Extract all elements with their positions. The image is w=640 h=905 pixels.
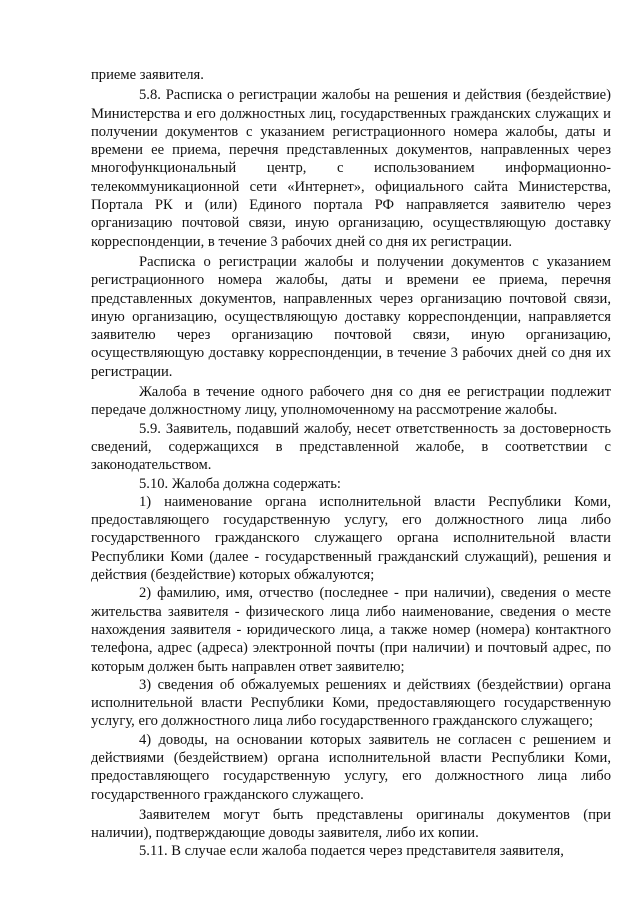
list-item-1: 1) наименование органа исполнительной власти Республики Коми, предоставляющего государственную услугу, его должностного лица либо государственного гражданского служащего органа исполнительной власти Республики Коми (далее - государственный гражданский служащий), решения и действия (бездействие) которых обжалуются;	[91, 493, 611, 584]
paragraph-originals: Заявителем могут быть представлены оригиналы документов (при наличии), подтверждающие доводы заявителя, либо их копии.	[91, 806, 611, 842]
document-page	[91, 66, 611, 861]
paragraph-5-8: 5.8. Расписка о регистрации жалобы на решения и действия (бездействие) Министерства и его должностных лиц, государственных гражданских служащих и получении документов с указанием регистрационного номера жалобы, даты и времени ее приема, перечня представленных документов, направленных через многофункциональный центр, с использованием информационно-телекоммуникационной сети «Интернет», официального сайта Министерства, Портала РК и (или) Единого портала РФ направляется заявителю через организацию почтовой связи, иную организацию, осуществляющую доставку корреспонденции, в течение 3 рабочих дней со дня их регистрации.	[91, 87, 611, 250]
paragraph-5-10: 5.10. Жалоба должна содержать:	[139, 475, 341, 492]
paragraph-receipt: Расписка о регистрации жалобы и получении документов с указанием регистрационного номера жалобы, даты и времени ее приема, перечня представленных документов, направленных через организацию почтовой связи, иную организацию, осуществляющую доставку корреспонденции, направляется заявителю через организацию почтовой связи, иную организацию, осуществляющую доставку корреспонденции, в течение 3 рабочих дней со дня их регистрации.	[91, 253, 611, 380]
paragraph-continuation: приеме заявителя.	[91, 67, 204, 83]
paragraph-transfer: Жалоба в течение одного рабочего дня со дня ее регистрации подлежит передаче должностному лицу, уполномоченному на рассмотрение жалобы.	[91, 384, 611, 419]
paragraph-5-9: 5.9. Заявитель, подавший жалобу, несет ответственность за достоверность сведений, содержащихся в представленной жалобе, в соответствии с законодательством.	[91, 420, 611, 474]
paragraph-5-11: 5.11. В случае если жалоба подается через представителя заявителя,	[139, 843, 564, 860]
list-item-3: 3) сведения об обжалуемых решениях и действиях (бездействии) органа исполнительной власти Республики Коми, предоставляющего государственную услугу, его должностного лица либо государственного гражданского служащего;	[91, 676, 611, 730]
list-item-2: 2) фамилию, имя, отчество (последнее - при наличии), сведения о месте жительства заявителя - физического лица либо наименование, сведения о месте нахождения заявителя - юридического лица, а также номер (номера) контактного телефона, адрес (адреса) электронной почты (при наличии) и почтовый адрес, по которым должен быть направлен ответ заявителю;	[91, 585, 611, 675]
list-item-4: 4) доводы, на основании которых заявитель не согласен с решением и действиями (бездействием) органа исполнительной власти Республики Коми, предоставляющего государственную услугу, его должностного лица либо государственного гражданского служащего.	[91, 731, 611, 803]
